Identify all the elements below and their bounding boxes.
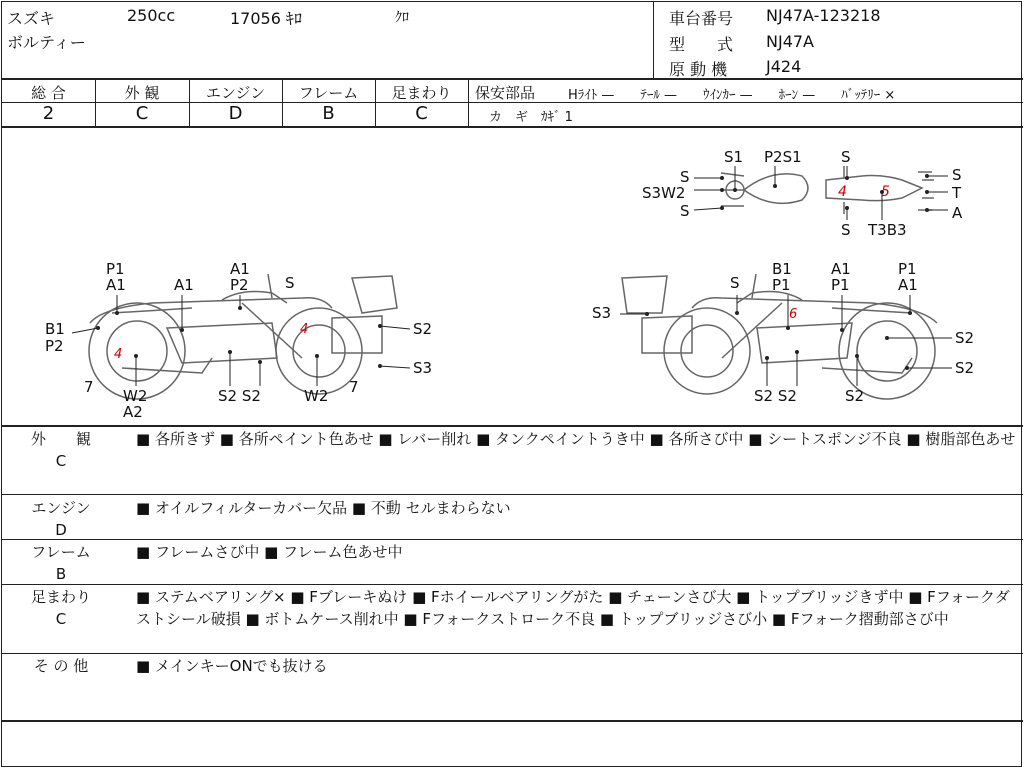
- top-label-t3b3: T3B3: [868, 221, 907, 239]
- frame-no: NJ47A-123218: [766, 6, 881, 25]
- engine-code: J424: [766, 57, 802, 76]
- grade-exterior: 外 観 C: [124, 84, 160, 124]
- right-label-s2-lower: S2: [955, 359, 975, 377]
- damage-diagram: [2, 128, 1023, 424]
- left-label-7-front: 7: [349, 378, 359, 396]
- note-suspension-label: 足まわり C: [30, 588, 91, 628]
- model-code-label: 型 式: [669, 35, 734, 54]
- left-label-s-mirror: S: [285, 274, 295, 292]
- left-label-a2: A2: [123, 403, 143, 421]
- left-label-b1: B1: [45, 320, 65, 338]
- left-label-p2-tank: P2: [230, 276, 249, 294]
- right-mark-6: 6: [789, 307, 798, 322]
- maker: スズキ: [7, 9, 56, 28]
- note-suspension-text: ■ ステムベアリング× ■ Fブレーキぬけ ■ Fホイールベアリングがた ■ チェーンさび大 ■ トップブリッジきず中 ■ Fフォークダストシール破損 ■ ボトムケース削れ中 ■ Fフォークストローク不良 ■ トップブリッジさび小 ■ Fフォーク摺動部さび中: [136, 588, 1010, 628]
- left-mark-4-front: 4: [300, 322, 309, 337]
- grade-engine: エンジン D: [205, 84, 266, 124]
- grade-frame: フレーム B: [298, 84, 359, 124]
- left-label-p1: P1: [106, 260, 125, 278]
- grade-suspension: 足まわり C: [391, 84, 452, 124]
- safety-parts-items: Hﾗｲﾄ — ﾃｰﾙ — ｳｲﾝｶｰ — ﾎｰﾝ — ﾊﾞｯﾃﾘｰ ×: [568, 88, 896, 103]
- note-exterior-label: 外 観 C: [30, 430, 91, 470]
- top-label-s1: S1: [724, 148, 744, 166]
- color: ｸﾛ: [395, 10, 409, 26]
- grade-overall: 総 合 2: [31, 84, 66, 124]
- note-other-text: ■ メインキーONでも抜ける: [136, 657, 328, 675]
- right-label-b1: B1: [772, 260, 792, 278]
- left-label-s2s2: S2 S2: [218, 387, 261, 405]
- keys: カ ギ ｶｷﾞ 1: [489, 110, 573, 125]
- displacement: 250cc: [127, 6, 176, 25]
- left-label-a1-rear: A1: [106, 276, 126, 294]
- left-label-s3: S3: [413, 359, 433, 377]
- left-label-s2-front: S2: [413, 320, 433, 338]
- top-view-bike: [721, 166, 934, 214]
- right-label-p1-mid: P1: [831, 276, 850, 294]
- top-label-s-bottom: S: [841, 221, 851, 239]
- top-label-p2s1: P2S1: [764, 148, 802, 166]
- note-other-label: そ の 他: [33, 657, 89, 675]
- mileage: 17056 ｷﾛ: [230, 9, 302, 28]
- right-label-s2s2: S2 S2: [754, 387, 797, 405]
- note-engine-label: エンジン D: [31, 499, 91, 539]
- safety-parts-label: 保安部品: [475, 84, 536, 102]
- top-label-t: T: [952, 184, 962, 202]
- note-exterior-text: ■ 各所きず ■ 各所ペイント色あせ ■ レバー削れ ■ タンクペイントうき中 ■ 各所さび中 ■ シートスポンジ不良 ■ 樹脂部色あせ: [136, 430, 1016, 448]
- left-label-7-rear: 7: [84, 378, 94, 396]
- top-label-s3w2: S3W2: [642, 184, 686, 202]
- right-label-s-mirror: S: [730, 274, 740, 292]
- right-label-a1-mid: A1: [831, 260, 851, 278]
- left-label-w2-rear: W2: [123, 387, 148, 405]
- left-label-p2-rear: P2: [45, 337, 64, 355]
- left-label-w2-front: W2: [304, 387, 329, 405]
- frame-no-label: 車台番号: [669, 9, 734, 28]
- top-label-s-right: S: [952, 166, 962, 184]
- engine-code-label: 原 動 機: [669, 60, 728, 79]
- note-engine-text: ■ オイルフィルターカバー欠品 ■ 不動 セルまわらない: [136, 499, 511, 517]
- left-mark-4-rear: 4: [114, 347, 123, 362]
- left-label-a1-tank: A1: [230, 260, 250, 278]
- right-label-s2-upper: S2: [955, 329, 975, 347]
- top-mark-5: 5: [881, 184, 890, 200]
- model-name: ボルティー: [7, 33, 86, 52]
- right-label-p1-tank: P1: [772, 276, 791, 294]
- right-label-p1-rear: P1: [898, 260, 917, 278]
- top-mark-4: 4: [838, 184, 847, 200]
- note-frame-text: ■ フレームさび中 ■ フレーム色あせ中: [136, 543, 403, 561]
- model-code: NJ47A: [766, 32, 814, 51]
- top-label-s-left2: S: [680, 202, 690, 220]
- top-label-s-left1: S: [680, 168, 690, 186]
- right-label-a1-rear: A1: [898, 276, 918, 294]
- right-label-s3: S3: [592, 304, 612, 322]
- right-label-s2-engine: S2: [845, 387, 865, 405]
- top-label-s-top: S: [841, 148, 851, 166]
- inspection-sheet: [1, 1, 1022, 767]
- top-label-a: A: [952, 204, 963, 222]
- left-label-a1-mid: A1: [174, 276, 194, 294]
- note-frame-label: フレーム B: [31, 543, 91, 583]
